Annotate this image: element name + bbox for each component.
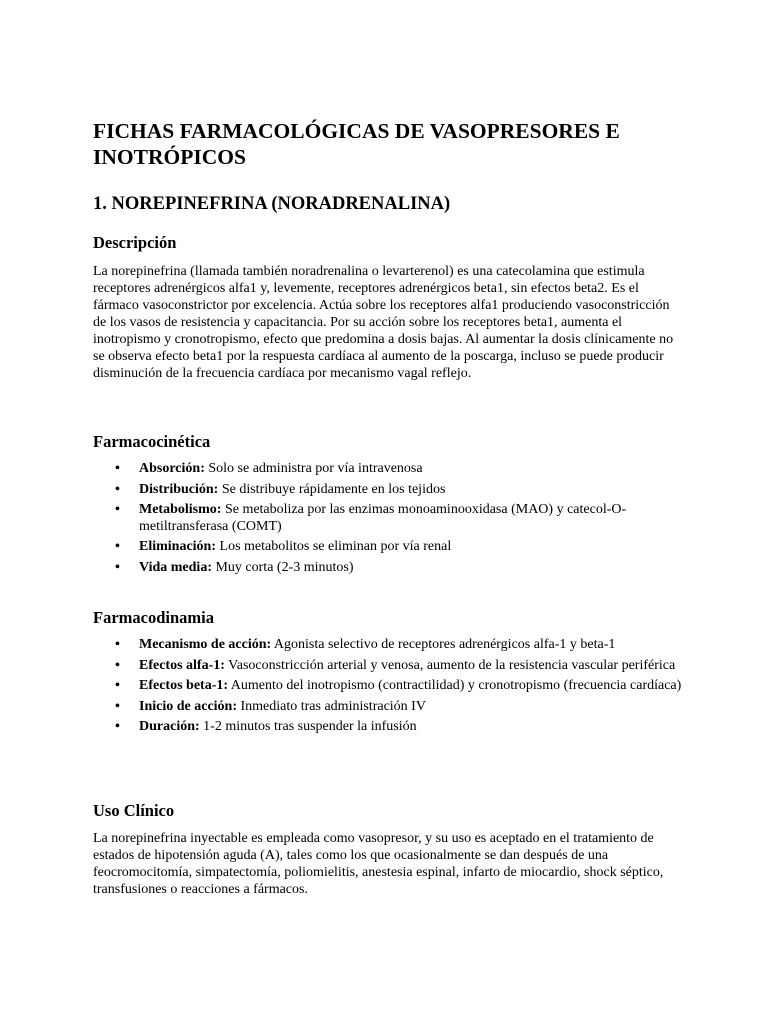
list-item: [93, 699, 683, 716]
bullet-icon: •: [115, 719, 120, 734]
list-item: [93, 461, 683, 478]
list-item: [93, 482, 683, 499]
bullet-icon: •: [115, 698, 120, 714]
section-heading-norepinefrina: 1. NOREPINEFRINA (NORADRENALINA): [93, 194, 451, 214]
list-item: [93, 502, 683, 535]
item-text: 1-2 minutos tras suspender la infusión: [199, 719, 417, 734]
list-item: [93, 560, 683, 577]
bullet-icon: •: [115, 678, 120, 693]
list-item: [93, 539, 683, 556]
list-item: [93, 719, 683, 736]
item-term: Distribución:: [139, 481, 219, 497]
item-term: Metabolismo:: [139, 502, 222, 517]
item-text: Agonista selectivo de receptores adrenérgicos alfa-1 y beta-1: [271, 637, 616, 652]
item-text: Solo se administra por vía intravenosa: [204, 461, 423, 476]
document-title: FICHAS FARMACOLÓGICAS DE VASOPRESORES E INOTRÓPICOS: [93, 119, 620, 169]
descripcion-paragraph: La norepinefrina (llamada también noradrenalina o levarterenol) es una catecolamina que estimula receptores adrenérgicos alfa1 y, levemente, receptores adrenérgicos beta1, sin efectos beta2. Es el fármaco vasoconstrictor por excelencia. Actúa sobre los receptores alfa1 produciendo vasoconstricción de los vasos de resistencia y capacitancia. Por su acción sobre los receptores beta1, aumenta el inotropismo y cronotropismo, efecto que predomina a dosis bajas. Al aumentar la dosis clínicamente no se observa efecto beta1 por la respuesta cardíaca al aumento de la poscarga, incluso se puede producir disminución de la frecuencia cardíaca por mecanismo vagal reflejo.: [93, 264, 674, 381]
farmacocinetica-heading: Farmacocinética: [93, 432, 211, 451]
item-term: Efectos alfa-1:: [139, 657, 225, 673]
bullet-icon: •: [115, 539, 120, 554]
item-text: Aumento del inotropismo (contractilidad) y cronotropismo (frecuencia cardíaca): [228, 678, 682, 693]
item-term: Inicio de acción:: [139, 698, 237, 714]
uso-clinico-paragraph: La norepinefrina inyectable es empleada como vasopresor, y su uso es aceptado en el tratamiento de estados de hipotensión aguda (A), tales como los que ocasionalmente se dan después de una feocromocitomía, simpatectomía, poliomielitis, anestesia espinal, infarto de miocardio, shock séptico, transfusiones o reacciones a fármacos.: [93, 831, 664, 897]
item-term: Vida media:: [139, 559, 212, 575]
farmacocinetica-list: [93, 461, 683, 580]
bullet-icon: •: [115, 559, 120, 575]
list-item: [93, 658, 683, 675]
item-text: Se distribuye rápidamente en los tejidos: [218, 481, 446, 497]
item-term: Eliminación:: [139, 539, 217, 554]
list-item: [93, 678, 683, 695]
list-item: [93, 637, 683, 654]
farmacodinamia-heading: Farmacodinamia: [93, 608, 214, 627]
bullet-icon: •: [115, 461, 120, 476]
item-term: Efectos beta-1:: [139, 678, 229, 693]
descripcion-heading: Descripción: [93, 233, 177, 252]
item-text: Los metabolitos se eliminan por vía renal: [216, 539, 452, 554]
uso-clinico-heading: Uso Clínico: [93, 801, 175, 820]
item-term: Duración:: [139, 719, 200, 734]
bullet-icon: •: [115, 502, 120, 517]
farmacodinamia-list: [93, 637, 683, 740]
item-term: Absorción:: [139, 461, 205, 476]
item-text: Se metaboliza por las enzimas monoaminooxidasa (MAO) y catecol-O-metiltransferasa (COMT): [139, 502, 627, 534]
bullet-icon: •: [115, 637, 120, 652]
item-text: Muy corta (2-3 minutos): [211, 559, 354, 575]
item-text: Vasoconstricción arterial y venosa, aumento de la resistencia vascular periférica: [224, 657, 676, 673]
item-term: Mecanismo de acción:: [139, 637, 272, 652]
item-text: Inmediato tras administración IV: [237, 698, 426, 714]
bullet-icon: •: [115, 657, 120, 673]
bullet-icon: •: [115, 481, 120, 497]
